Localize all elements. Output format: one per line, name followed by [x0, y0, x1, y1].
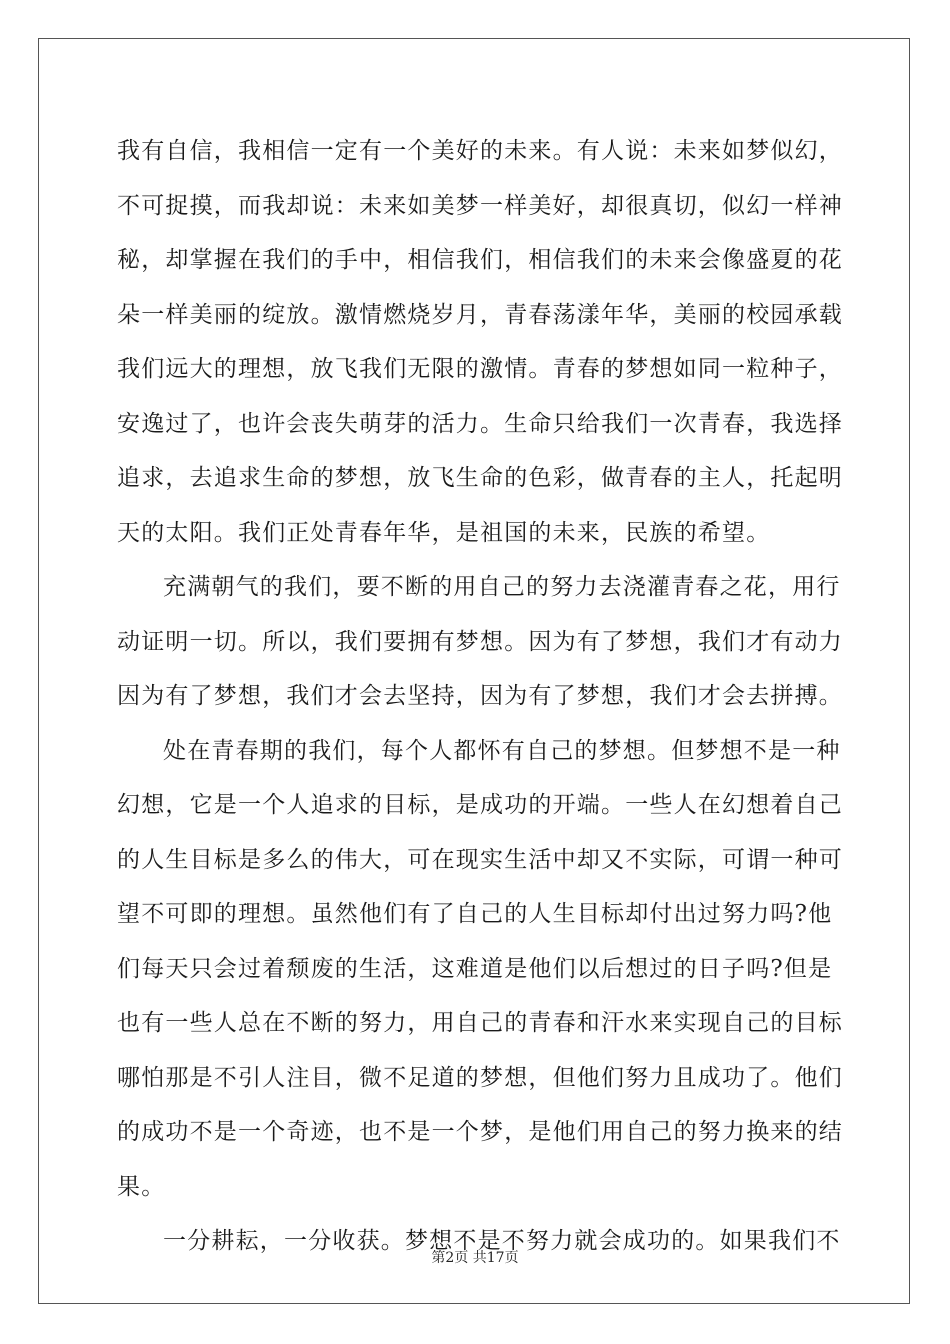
text-line: 们每天只会过着颓废的生活，这难道是他们以后想过的日子吗?但是 — [117, 955, 833, 982]
text-line: 幻想，它是一个人追求的目标，是成功的开端。一些人在幻想着自己 — [117, 792, 843, 818]
text-line: 秘，却掌握在我们的手中，相信我们，相信我们的未来会像盛夏的花 — [117, 247, 843, 273]
text-line: 哪怕那是不引人注目，微不足道的梦想，但他们努力且成功了。他们 — [117, 1064, 843, 1091]
text-line: 望不可即的理想。虽然他们有了自己的人生目标却付出过努力吗?他 — [117, 901, 833, 927]
text-line: 的成功不是一个奇迹，也不是一个梦，是他们用自己的努力换来的结 — [117, 1119, 843, 1145]
text-line: 的人生目标是多么的伟大，可在现实生活中却又不实际，可谓一种可 — [117, 846, 843, 873]
paragraph-3 — [117, 724, 843, 1215]
text-line: 我们远大的理想，放飞我们无限的激情。青春的梦想如同一粒种子， — [117, 356, 843, 382]
text-line: 因为有了梦想，我们才会去坚持，因为有了梦想，我们才会去拼搏。 — [117, 683, 843, 709]
text-line: 一分耕耘，一分收获。梦想不是不努力就会成功的。如果我们不 — [163, 1228, 841, 1254]
text-line: 追求，去追求生命的梦想，放飞生命的色彩，做青春的主人，托起明 — [117, 465, 843, 491]
text-line: 不可捉摸，而我却说：未来如美梦一样美好，却很真切，似幻一样神 — [117, 192, 843, 219]
text-line: 果。 — [117, 1173, 166, 1200]
text-line: 朵一样美丽的绽放。激情燃烧岁月，青春荡漾年华，美丽的校园承载 — [117, 301, 843, 328]
text-line: 天的太阳。我们正处青春年华，是祖国的未来，民族的希望。 — [117, 519, 771, 546]
paragraph-1 — [117, 124, 843, 560]
document-body — [117, 124, 843, 1269]
paragraph-2 — [117, 560, 843, 724]
text-line: 我有自信，我相信一定有一个美好的未来。有人说：未来如梦似幻， — [117, 138, 843, 164]
page-number-footer: 第2页 共17页 — [431, 1250, 519, 1266]
text-line: 动证明一切。所以，我们要拥有梦想。因为有了梦想，我们才有动力 — [117, 628, 843, 655]
text-line: 充满朝气的我们，要不断的用自己的努力去浇灌青春之花，用行 — [163, 574, 841, 600]
text-line: 安逸过了，也许会丧失萌芽的活力。生命只给我们一次青春，我选择 — [117, 410, 843, 437]
text-line: 也有一些人总在不断的努力，用自己的青春和汗水来实现自己的目标 — [117, 1010, 843, 1036]
text-line: 处在青春期的我们，每个人都怀有自己的梦想。但梦想不是一种 — [163, 737, 841, 764]
